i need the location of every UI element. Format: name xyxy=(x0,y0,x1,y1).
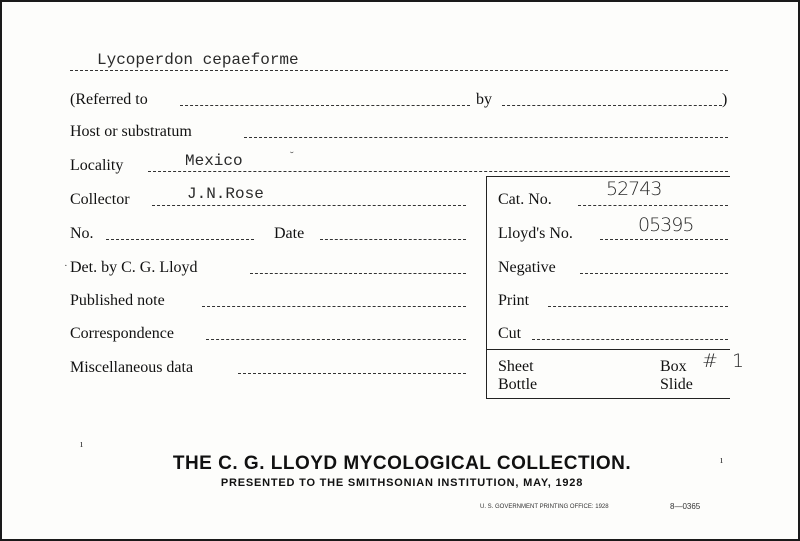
print-label: Print xyxy=(498,292,530,309)
no-line xyxy=(106,239,254,240)
close-paren: ) xyxy=(722,91,728,108)
collector-line xyxy=(152,205,466,206)
by-line xyxy=(502,105,722,106)
locality-value: Mexico xyxy=(185,152,243,170)
referred-line xyxy=(180,105,470,106)
published-note-label: Published note xyxy=(70,292,165,309)
cat-no-line xyxy=(578,205,728,206)
locality-label: Locality xyxy=(70,157,124,174)
form-number: 8—0365 xyxy=(670,502,701,511)
print-line xyxy=(548,306,728,307)
published-note-line xyxy=(202,306,466,307)
correspondence-line xyxy=(206,339,466,340)
det-by-label: Det. by C. G. Lloyd xyxy=(70,259,198,276)
printing-office-note: U. S. GOVERNMENT PRINTING OFFICE: 1928 xyxy=(480,504,609,510)
lloyds-no-line xyxy=(600,239,728,240)
bottle-label: Bottle xyxy=(498,376,538,393)
box-value: # 1 xyxy=(702,350,749,372)
negative-line xyxy=(580,273,728,274)
collector-value: J.N.Rose xyxy=(187,185,264,203)
catalog-box-divider xyxy=(486,349,730,350)
sheet-label: Sheet xyxy=(498,358,534,375)
cut-line xyxy=(532,339,728,340)
slide-label: Slide xyxy=(660,376,693,393)
box-label: Box xyxy=(660,358,687,375)
by-label: by xyxy=(476,91,492,108)
date-line xyxy=(320,239,466,240)
catalog-box-bottom-border xyxy=(486,398,730,399)
host-label: Host or substratum xyxy=(70,123,192,140)
cat-no-value: 52743 xyxy=(606,178,662,200)
misc-data-line xyxy=(238,373,466,374)
catalog-box-left-border xyxy=(486,176,487,398)
catalog-box-top-border xyxy=(486,176,730,177)
specimen-card: Lycoperdon cepaeforme (Referred to by ) Host or substratum Locality Mexico Collector J.N.Rose Cat. No. 52743 No. Date Lloyd's No. 05395 Det. by C. G. Lloyd Negative Published note Print Correspondence Cut Miscellaneous data Sheet Bottle Box # 1 Slide · ˘ ı ı THE C. G. LLOYD MYCOLOGICAL COLLECTION. PRESENTED TO THE SMITHSONIAN INSTITUTION, MAY, 1928 U. S. GOVERNMENT PRINTING OFFICE: 1928 8—0365 xyxy=(0,0,800,541)
collector-label: Collector xyxy=(70,191,130,208)
locality-line xyxy=(148,171,728,172)
host-line xyxy=(244,137,728,138)
lloyds-no-label: Lloyd's No. xyxy=(498,225,573,242)
no-label: No. xyxy=(70,225,94,242)
cat-no-label: Cat. No. xyxy=(498,191,552,208)
negative-label: Negative xyxy=(498,259,556,276)
correspondence-label: Correspondence xyxy=(70,325,174,342)
det-by-line xyxy=(250,273,466,274)
misc-data-label: Miscellaneous data xyxy=(70,359,194,376)
date-label: Date xyxy=(274,225,305,242)
cut-label: Cut xyxy=(498,325,522,342)
collection-title: THE C. G. LLOYD MYCOLOGICAL COLLECTION. xyxy=(172,453,632,474)
collection-subtitle: PRESENTED TO THE SMITHSONIAN INSTITUTION, MAY, 1928 xyxy=(220,477,584,489)
species-line xyxy=(70,70,728,71)
referred-label: (Referred to xyxy=(70,91,148,108)
lloyds-no-value: 05395 xyxy=(638,214,694,236)
species-name: Lycoperdon cepaeforme xyxy=(97,51,299,69)
